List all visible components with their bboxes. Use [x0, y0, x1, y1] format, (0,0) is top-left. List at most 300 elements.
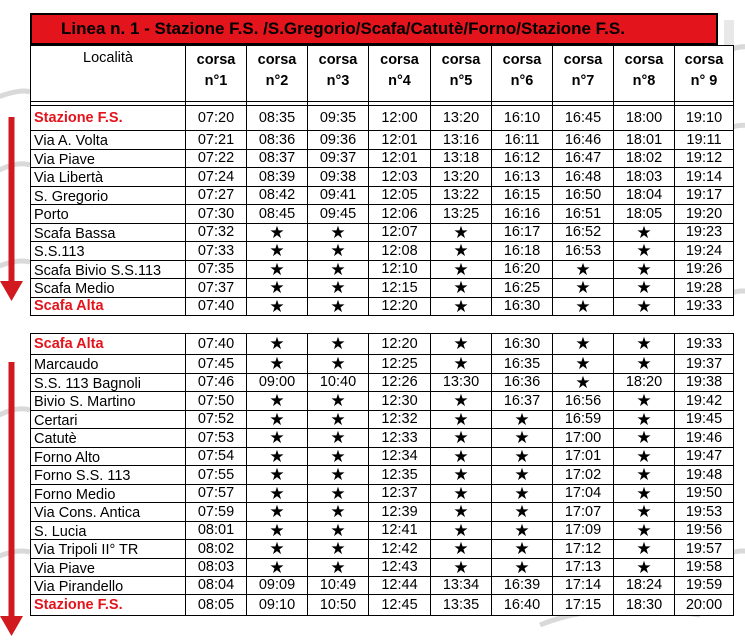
stop-name: S. Lucia — [31, 521, 186, 540]
no-stop-star-icon: ★ — [492, 521, 553, 540]
departure-time: 12:41 — [369, 521, 431, 540]
departure-time: 17:13 — [553, 558, 614, 577]
departure-time: 12:03 — [369, 168, 431, 187]
departure-time: 08:04 — [186, 577, 247, 595]
no-stop-star-icon: ★ — [247, 484, 308, 503]
departure-time: 18:02 — [614, 149, 675, 168]
departure-time: 08:05 — [186, 595, 247, 616]
departure-time: 19:50 — [675, 484, 734, 503]
no-stop-star-icon: ★ — [553, 260, 614, 279]
no-stop-star-icon: ★ — [247, 503, 308, 522]
departure-time: 17:14 — [553, 577, 614, 595]
departure-time: 19:28 — [675, 279, 734, 298]
departure-time: 07:37 — [186, 279, 247, 298]
departure-time: 16:47 — [553, 149, 614, 168]
no-stop-star-icon: ★ — [614, 355, 675, 374]
stop-name: Scafa Bivio S.S.113 — [31, 260, 186, 279]
departure-time: 12:01 — [369, 149, 431, 168]
no-stop-star-icon: ★ — [553, 297, 614, 316]
departure-time: 18:04 — [614, 186, 675, 205]
no-stop-star-icon: ★ — [614, 447, 675, 466]
outbound-stop-row — [31, 168, 734, 187]
departure-time: 12:35 — [369, 466, 431, 485]
departure-time: 08:37 — [247, 149, 308, 168]
no-stop-star-icon: ★ — [431, 410, 492, 429]
departure-time: 12:10 — [369, 260, 431, 279]
departure-time: 18:00 — [614, 106, 675, 131]
no-stop-star-icon: ★ — [308, 484, 369, 503]
departure-time: 07:40 — [186, 334, 247, 355]
no-stop-star-icon: ★ — [308, 429, 369, 448]
departure-time: 16:25 — [492, 279, 553, 298]
no-stop-star-icon: ★ — [308, 466, 369, 485]
no-stop-star-icon: ★ — [247, 279, 308, 298]
departure-time: 12:15 — [369, 279, 431, 298]
departure-time: 16:37 — [492, 392, 553, 411]
no-stop-star-icon: ★ — [431, 447, 492, 466]
departure-time: 19:45 — [675, 410, 734, 429]
trip-header-8: corsa n°8 — [614, 46, 675, 102]
departure-time: 10:40 — [308, 373, 369, 392]
departure-time: 07:33 — [186, 242, 247, 261]
stop-name: S.S.113 — [31, 242, 186, 261]
no-stop-star-icon: ★ — [614, 503, 675, 522]
departure-time: 19:20 — [675, 205, 734, 224]
departure-time: 13:16 — [431, 131, 492, 150]
no-stop-star-icon: ★ — [431, 260, 492, 279]
no-stop-star-icon: ★ — [492, 540, 553, 559]
departure-time: 08:35 — [247, 106, 308, 131]
departure-time: 16:20 — [492, 260, 553, 279]
departure-time: 07:24 — [186, 168, 247, 187]
departure-time: 16:11 — [492, 131, 553, 150]
departure-time: 19:11 — [675, 131, 734, 150]
departure-time: 08:03 — [186, 558, 247, 577]
no-stop-star-icon: ★ — [431, 392, 492, 411]
no-stop-star-icon: ★ — [553, 334, 614, 355]
departure-time: 08:36 — [247, 131, 308, 150]
departure-time: 16:13 — [492, 168, 553, 187]
no-stop-star-icon: ★ — [247, 521, 308, 540]
departure-time: 16:50 — [553, 186, 614, 205]
departure-time: 16:52 — [553, 223, 614, 242]
outbound-stop-row — [31, 106, 734, 131]
departure-time: 19:33 — [675, 334, 734, 355]
outbound-stop-row — [31, 223, 734, 242]
departure-time: 19:56 — [675, 521, 734, 540]
no-stop-star-icon: ★ — [431, 223, 492, 242]
departure-time: 08:39 — [247, 168, 308, 187]
no-stop-star-icon: ★ — [247, 558, 308, 577]
stop-name: Stazione F.S. — [31, 106, 186, 131]
departure-time: 07:35 — [186, 260, 247, 279]
no-stop-star-icon: ★ — [431, 242, 492, 261]
no-stop-star-icon: ★ — [614, 279, 675, 298]
departure-time: 13:34 — [431, 577, 492, 595]
return-stop-row — [31, 484, 734, 503]
departure-time: 12:33 — [369, 429, 431, 448]
stop-name: Bivio S. Martino — [31, 392, 186, 411]
departure-time: 17:15 — [553, 595, 614, 616]
return-stop-row — [31, 521, 734, 540]
no-stop-star-icon: ★ — [431, 540, 492, 559]
no-stop-star-icon: ★ — [308, 410, 369, 429]
departure-time: 18:24 — [614, 577, 675, 595]
no-stop-star-icon: ★ — [308, 223, 369, 242]
departure-time: 08:42 — [247, 186, 308, 205]
return-stop-row — [31, 410, 734, 429]
outbound-stop-row — [31, 242, 734, 261]
departure-time: 18:01 — [614, 131, 675, 150]
return-stop-row — [31, 558, 734, 577]
departure-time: 19:59 — [675, 577, 734, 595]
departure-time: 09:41 — [308, 186, 369, 205]
departure-time: 16:30 — [492, 297, 553, 316]
departure-time: 16:40 — [492, 595, 553, 616]
no-stop-star-icon: ★ — [614, 297, 675, 316]
stop-name: Scafa Bassa — [31, 223, 186, 242]
no-stop-star-icon: ★ — [492, 410, 553, 429]
departure-time: 16:12 — [492, 149, 553, 168]
trip-header-4: corsa n°4 — [369, 46, 431, 102]
departure-time: 12:26 — [369, 373, 431, 392]
departure-time: 07:40 — [186, 297, 247, 316]
departure-time: 09:00 — [247, 373, 308, 392]
departure-time: 07:27 — [186, 186, 247, 205]
departure-time: 19:42 — [675, 392, 734, 411]
departure-time: 12:42 — [369, 540, 431, 559]
return-stop-row — [31, 503, 734, 522]
trip-header-5: corsa n°5 — [431, 46, 492, 102]
departure-time: 18:20 — [614, 373, 675, 392]
stop-name: Via Pirandello — [31, 577, 186, 595]
departure-time: 16:17 — [492, 223, 553, 242]
departure-time: 17:07 — [553, 503, 614, 522]
outbound-stop-row — [31, 131, 734, 150]
no-stop-star-icon: ★ — [308, 355, 369, 374]
no-stop-star-icon: ★ — [431, 355, 492, 374]
no-stop-star-icon: ★ — [614, 242, 675, 261]
no-stop-star-icon: ★ — [431, 279, 492, 298]
stop-name: Porto — [31, 205, 186, 224]
outbound-stop-row — [31, 297, 734, 316]
departure-time: 12:32 — [369, 410, 431, 429]
departure-time: 19:46 — [675, 429, 734, 448]
departure-time: 12:01 — [369, 131, 431, 150]
route-title-bar — [30, 13, 718, 45]
departure-time: 16:35 — [492, 355, 553, 374]
departure-time: 13:35 — [431, 595, 492, 616]
stop-name: Via Piave — [31, 149, 186, 168]
no-stop-star-icon: ★ — [308, 521, 369, 540]
departure-time: 12:00 — [369, 106, 431, 131]
departure-time: 12:39 — [369, 503, 431, 522]
departure-time: 16:56 — [553, 392, 614, 411]
return-stop-row — [31, 466, 734, 485]
no-stop-star-icon: ★ — [308, 242, 369, 261]
no-stop-star-icon: ★ — [614, 540, 675, 559]
stop-name: Scafa Alta — [31, 334, 186, 355]
departure-time: 09:45 — [308, 205, 369, 224]
no-stop-star-icon: ★ — [492, 503, 553, 522]
no-stop-star-icon: ★ — [247, 410, 308, 429]
no-stop-star-icon: ★ — [553, 373, 614, 392]
departure-time: 08:01 — [186, 521, 247, 540]
no-stop-star-icon: ★ — [431, 429, 492, 448]
departure-time: 07:57 — [186, 484, 247, 503]
outbound-stop-row — [31, 260, 734, 279]
return-stop-row — [31, 447, 734, 466]
departure-time: 18:30 — [614, 595, 675, 616]
departure-time: 12:34 — [369, 447, 431, 466]
departure-time: 12:25 — [369, 355, 431, 374]
no-stop-star-icon: ★ — [247, 297, 308, 316]
no-stop-star-icon: ★ — [247, 260, 308, 279]
return-stop-row — [31, 334, 734, 355]
departure-time: 19:17 — [675, 186, 734, 205]
departure-time: 07:46 — [186, 373, 247, 392]
no-stop-star-icon: ★ — [492, 429, 553, 448]
departure-time: 07:59 — [186, 503, 247, 522]
departure-time: 16:53 — [553, 242, 614, 261]
no-stop-star-icon: ★ — [308, 279, 369, 298]
departure-time: 13:25 — [431, 205, 492, 224]
no-stop-star-icon: ★ — [247, 242, 308, 261]
outbound-rows — [31, 106, 734, 316]
no-stop-star-icon: ★ — [308, 334, 369, 355]
no-stop-star-icon: ★ — [614, 260, 675, 279]
departure-time: 07:55 — [186, 466, 247, 485]
no-stop-star-icon: ★ — [614, 466, 675, 485]
departure-time: 12:43 — [369, 558, 431, 577]
no-stop-star-icon: ★ — [614, 223, 675, 242]
trip-header-3: corsa n°3 — [308, 46, 369, 102]
departure-time: 19:58 — [675, 558, 734, 577]
departure-time: 10:49 — [308, 577, 369, 595]
departure-time: 13:20 — [431, 168, 492, 187]
departure-time: 18:03 — [614, 168, 675, 187]
return-stop-row — [31, 392, 734, 411]
return-direction-arrow — [0, 362, 24, 642]
departure-time: 19:33 — [675, 297, 734, 316]
outbound-stop-row — [31, 279, 734, 298]
departure-time: 09:09 — [247, 577, 308, 595]
no-stop-star-icon: ★ — [247, 355, 308, 374]
departure-time: 08:02 — [186, 540, 247, 559]
outbound-direction-arrow — [0, 117, 24, 303]
no-stop-star-icon: ★ — [308, 447, 369, 466]
stop-name: Catutè — [31, 429, 186, 448]
location-header: Località — [31, 46, 186, 102]
no-stop-star-icon: ★ — [614, 334, 675, 355]
departure-time: 18:05 — [614, 205, 675, 224]
departure-time: 09:38 — [308, 168, 369, 187]
departure-time: 17:00 — [553, 429, 614, 448]
departure-time: 12:06 — [369, 205, 431, 224]
departure-time: 12:37 — [369, 484, 431, 503]
no-stop-star-icon: ★ — [247, 392, 308, 411]
departure-time: 07:32 — [186, 223, 247, 242]
departure-time: 19:10 — [675, 106, 734, 131]
departure-time: 16:45 — [553, 106, 614, 131]
departure-time: 19:37 — [675, 355, 734, 374]
departure-time: 12:20 — [369, 334, 431, 355]
no-stop-star-icon: ★ — [431, 466, 492, 485]
header-row — [31, 46, 734, 102]
departure-time: 16:18 — [492, 242, 553, 261]
departure-time: 09:37 — [308, 149, 369, 168]
no-stop-star-icon: ★ — [492, 484, 553, 503]
no-stop-star-icon: ★ — [614, 558, 675, 577]
no-stop-star-icon: ★ — [431, 297, 492, 316]
no-stop-star-icon: ★ — [308, 540, 369, 559]
departure-time: 17:12 — [553, 540, 614, 559]
departure-time: 19:47 — [675, 447, 734, 466]
departure-time: 07:20 — [186, 106, 247, 131]
trip-header-9: corsa n° 9 — [675, 46, 734, 102]
no-stop-star-icon: ★ — [308, 297, 369, 316]
departure-time: 16:16 — [492, 205, 553, 224]
departure-time: 09:10 — [247, 595, 308, 616]
no-stop-star-icon: ★ — [431, 484, 492, 503]
departure-time: 16:51 — [553, 205, 614, 224]
departure-time: 07:54 — [186, 447, 247, 466]
no-stop-star-icon: ★ — [247, 334, 308, 355]
departure-time: 16:48 — [553, 168, 614, 187]
departure-time: 13:20 — [431, 106, 492, 131]
departure-time: 19:12 — [675, 149, 734, 168]
trip-header-1: corsa n°1 — [186, 46, 247, 102]
departure-time: 16:46 — [553, 131, 614, 150]
no-stop-star-icon: ★ — [247, 447, 308, 466]
departure-time: 12:45 — [369, 595, 431, 616]
no-stop-star-icon: ★ — [308, 392, 369, 411]
no-stop-star-icon: ★ — [614, 392, 675, 411]
stop-name: Forno Alto — [31, 447, 186, 466]
departure-time: 12:30 — [369, 392, 431, 411]
stop-name: Scafa Medio — [31, 279, 186, 298]
departure-time: 13:18 — [431, 149, 492, 168]
departure-time: 16:39 — [492, 577, 553, 595]
departure-time: 07:50 — [186, 392, 247, 411]
no-stop-star-icon: ★ — [614, 521, 675, 540]
departure-time: 17:01 — [553, 447, 614, 466]
stop-name: Stazione F.S. — [31, 595, 186, 616]
return-stop-row — [31, 540, 734, 559]
route-title: Linea n. 1 - Stazione F.S. /S.Gregorio/Scafa/Catutè/Forno/Stazione F.S. — [61, 19, 625, 38]
departure-time: 16:10 — [492, 106, 553, 131]
stop-name: Via Libertà — [31, 168, 186, 187]
no-stop-star-icon: ★ — [308, 260, 369, 279]
departure-time: 16:36 — [492, 373, 553, 392]
departure-time: 19:26 — [675, 260, 734, 279]
departure-time: 07:53 — [186, 429, 247, 448]
no-stop-star-icon: ★ — [247, 223, 308, 242]
outbound-stop-row — [31, 205, 734, 224]
stop-name: Via A. Volta — [31, 131, 186, 150]
departure-time: 07:52 — [186, 410, 247, 429]
return-timetable — [30, 333, 734, 616]
no-stop-star-icon: ★ — [247, 540, 308, 559]
departure-time: 12:07 — [369, 223, 431, 242]
departure-time: 16:15 — [492, 186, 553, 205]
departure-time: 12:05 — [369, 186, 431, 205]
departure-time: 09:35 — [308, 106, 369, 131]
departure-time: 09:36 — [308, 131, 369, 150]
trip-header-7: corsa n°7 — [553, 46, 614, 102]
stop-name: Via Tripoli II° TR — [31, 540, 186, 559]
return-stop-row — [31, 373, 734, 392]
departure-time: 13:30 — [431, 373, 492, 392]
departure-time: 07:45 — [186, 355, 247, 374]
no-stop-star-icon: ★ — [492, 558, 553, 577]
outbound-timetable — [30, 45, 734, 316]
departure-time: 19:53 — [675, 503, 734, 522]
trip-header-2: corsa n°2 — [247, 46, 308, 102]
departure-time: 12:44 — [369, 577, 431, 595]
departure-time: 20:00 — [675, 595, 734, 616]
no-stop-star-icon: ★ — [492, 447, 553, 466]
no-stop-star-icon: ★ — [614, 410, 675, 429]
stop-name: Via Cons. Antica — [31, 503, 186, 522]
no-stop-star-icon: ★ — [247, 466, 308, 485]
departure-time: 16:30 — [492, 334, 553, 355]
no-stop-star-icon: ★ — [553, 279, 614, 298]
return-stop-row — [31, 429, 734, 448]
return-rows — [31, 334, 734, 616]
stop-name: S. Gregorio — [31, 186, 186, 205]
departure-time: 19:48 — [675, 466, 734, 485]
no-stop-star-icon: ★ — [247, 429, 308, 448]
departure-time: 17:04 — [553, 484, 614, 503]
outbound-stop-row — [31, 186, 734, 205]
departure-time: 16:59 — [553, 410, 614, 429]
return-stop-row — [31, 595, 734, 616]
departure-time: 12:20 — [369, 297, 431, 316]
trip-header-6: corsa n°6 — [492, 46, 553, 102]
departure-time: 08:45 — [247, 205, 308, 224]
outbound-stop-row — [31, 149, 734, 168]
return-stop-row — [31, 355, 734, 374]
stop-name: Scafa Alta — [31, 297, 186, 316]
no-stop-star-icon: ★ — [308, 558, 369, 577]
no-stop-star-icon: ★ — [614, 484, 675, 503]
departure-time: 07:21 — [186, 131, 247, 150]
departure-time: 12:08 — [369, 242, 431, 261]
no-stop-star-icon: ★ — [308, 503, 369, 522]
departure-time: 10:50 — [308, 595, 369, 616]
departure-time: 19:24 — [675, 242, 734, 261]
stop-name: S.S. 113 Bagnoli — [31, 373, 186, 392]
no-stop-star-icon: ★ — [431, 521, 492, 540]
no-stop-star-icon: ★ — [614, 429, 675, 448]
departure-time: 19:14 — [675, 168, 734, 187]
no-stop-star-icon: ★ — [431, 558, 492, 577]
no-stop-star-icon: ★ — [431, 334, 492, 355]
departure-time: 13:22 — [431, 186, 492, 205]
departure-time: 17:09 — [553, 521, 614, 540]
stop-name: Forno Medio — [31, 484, 186, 503]
no-stop-star-icon: ★ — [431, 503, 492, 522]
departure-time: 19:57 — [675, 540, 734, 559]
departure-time: 19:38 — [675, 373, 734, 392]
stop-name: Marcaudo — [31, 355, 186, 374]
no-stop-star-icon: ★ — [553, 355, 614, 374]
departure-time: 19:23 — [675, 223, 734, 242]
no-stop-star-icon: ★ — [492, 466, 553, 485]
departure-time: 07:22 — [186, 149, 247, 168]
departure-time: 17:02 — [553, 466, 614, 485]
